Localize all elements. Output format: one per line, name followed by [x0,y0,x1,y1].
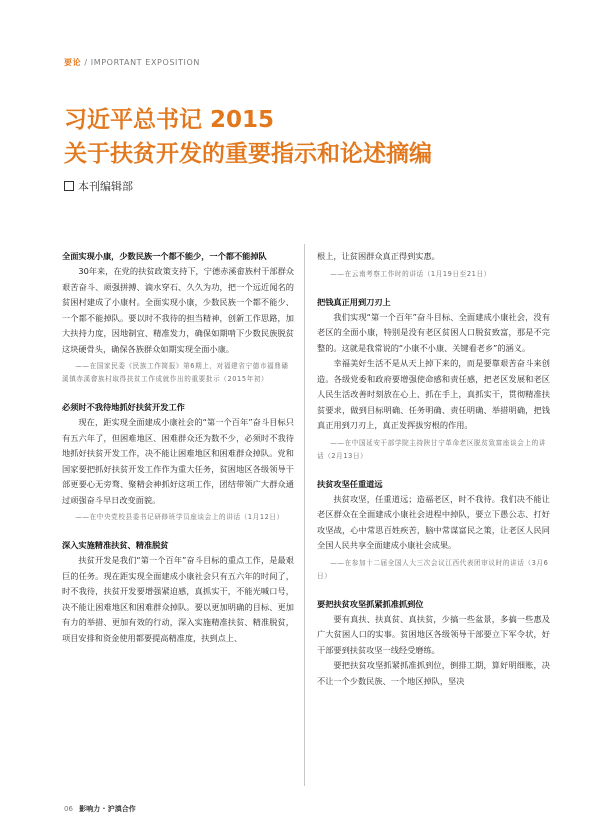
article-paragraph: 扶贫攻坚，任重道远；造福老区，时不我待。我们决不能让老区群众在全面建成小康社会进程中掉队，要立下愚公志、打好攻坚战，心中常思百姓疾苦，脑中常谋富民之策，让老区人民同全国人民共享全面建成小康社会成果。 [317,493,550,550]
article-paragraph: 我们实现“第一个百年”奋斗目标、全面建成小康社会，没有老区的全面小康，特别是没有老区贫困人口脱贫致富，那是不完整的。这就是我常说的“小康不小康、关键看老乡”的涵义。 [317,311,550,353]
title-line-2: 关于扶贫开发的重要指示和论述摘编 [64,141,432,167]
right-column [317,249,550,689]
article-paragraph: 要有真扶、扶真贫、真扶贫，少搞一些盆景，多搞一些惠及广大贫困人口的实事。贫困地区各级领导干部要立下军令状，好干部要到扶贫攻坚一线经受磨练。 [317,613,550,655]
left-column [62,249,294,646]
article-paragraph: 扶贫开发是我们“第一个百年”奋斗目标的重点工作，是最艰巨的任务。现在距实现全面建成小康社会只有五六年的时间了，时不我待，扶贫开发要增强紧迫感，真抓实干，不能光喊口号，决不能让困难地区和困难群众掉队。要以更加明确的目标、更加有力的举措、更加有效的行动，深入实施精准扶贫、精准脱贫，项目安排和资金使用都要提高精准度，扶到点上、 [62,555,294,643]
article-heading: 必须时不我待地抓好扶贫开发工作 [62,402,185,412]
source-note: ——在云南考察工作时的讲话（1月19日至21日） [330,269,491,278]
square-icon [64,181,74,191]
page-footer [64,804,136,814]
article-paragraph: 30年来，在党的扶贫政策支持下，宁德赤溪畲族村干部群众艰苦奋斗、顽强拼搏、滴水穿石、久久为功，把一个远近闻名的贫困村建成了小康村。全面实现小康，少数民族一个都不能少、一个都不能掉队。要以时不我待的担当精神，创新工作思路，加大扶持力度，因地制宜、精准发力，确保如期啃下少数民族脱贫这块硬骨头，确保各族群众如期实现全面小康。 [62,266,294,354]
article-heading: 把钱真正用到刀刃上 [317,296,391,307]
article-heading: 深入实施精准扶贫、精准脱贫 [62,540,169,550]
section-en: IMPORTANT EXPOSITION [90,58,200,67]
article-paragraph: 要把扶贫攻坚抓紧抓准抓到位，倒排工期，算好明细账，决不让一个少数民族、一个地区掉队，坚决 [317,660,550,686]
article-heading: 全面实现小康，少数民族一个都不能少，一个都不能掉队 [62,251,267,261]
byline-text: 本刊编辑部 [78,180,133,193]
column-divider [304,244,305,786]
magazine-name: 影响力 · 沪滇合作 [79,805,136,813]
article-paragraph: 现在，距实现全面建成小康社会的“第一个百年”奋斗目标只有五六年了，但困难地区、困难群众还为数不少，必须时不我待地抓好扶贫开发工作，决不能让困难地区和困难群众掉队。党和国家要把抓好扶贫开发工作作为重大任务，贫困地区各级领导干部更要心无旁骛、聚精会神抓好这项工作，团结带领广大群众通过顽强奋斗早日改变面貌。 [62,417,294,505]
section-sep: / [81,58,91,67]
byline [64,178,133,194]
source-note: ——在国家民委《民族工作简报》第6期上，对福建省宁德市福鼎磻溪镇赤溪畲族村取得扶贫工作成就作出的重要批示（2015年初） [62,362,289,383]
source-note: ——在参加十二届全国人大三次会议江西代表团审议时的讲话（3月6日） [317,558,549,580]
section-label [64,57,200,68]
source-note: ——在中央党校县委书记研修班学员座谈会上的讲话（1月12日） [75,513,284,521]
article-paragraph: 幸福美好生活不是从天上掉下来的，而是要靠艰苦奋斗来创造。各级党委和政府要增强使命感和责任感，把老区发展和老区人民生活改善时刻放在心上、抓在手上，真抓实干，贯彻精准扶贫要求，做到目标明确、任务明确、责任明确、举措明确，把钱真正用到刀刃上，真正发挥拔穷根的作用。 [317,358,550,430]
page-number: 06 [64,805,73,813]
article-heading: 要把扶贫攻坚抓紧抓准抓到位 [317,598,424,609]
title-line-1: 习近平总书记 2015 [64,107,275,133]
article-heading: 扶贫攻坚任重道远 [317,478,383,489]
article-paragraph: 根上，让贫困群众真正得到实惠。 [317,251,440,261]
section-cn: 要论 [64,58,82,67]
source-note: ——在中国延安干部学院主持陕甘宁革命老区脱贫致富座谈会上的讲话（2月13日） [317,438,546,460]
